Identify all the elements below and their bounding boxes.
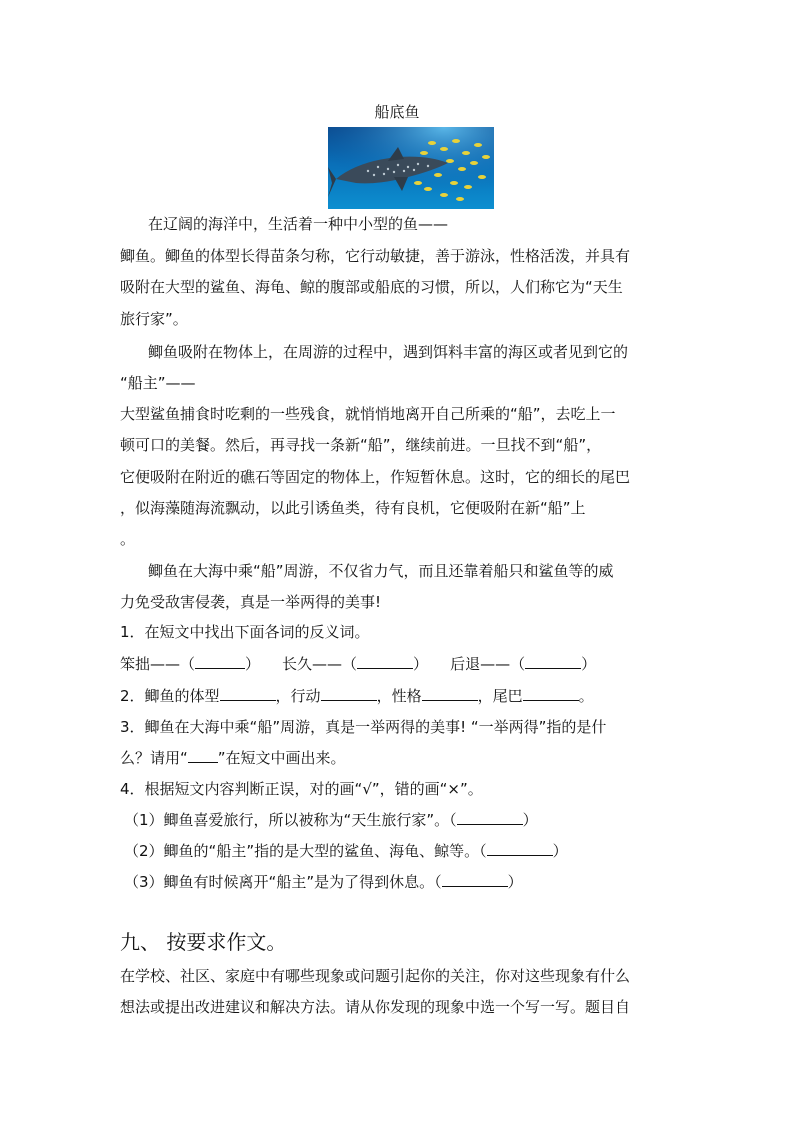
passage-p2-line: 鲫鱼吸附在物体上，在周游的过程中，遇到饵料丰富的海区或者见到它的	[148, 343, 629, 361]
passage-p2-line: 顿可口的美餐。然后，再寻找一条新“船”，继续前进。一旦找不到“船”，	[120, 436, 602, 454]
question-4-item: （3）鲫鱼有时候离开“船主”是为了得到休息。（ ）	[124, 873, 523, 891]
passage-p2-line: 它便吸附在附近的礁石等固定的物体上，作短暂休息。这时，它的细长的尾巴	[120, 468, 631, 486]
answer-blank[interactable]	[357, 654, 413, 669]
question-4-item: （2）鲫鱼的“船主”指的是大型的鲨鱼、海龟、鲸等。（ ）	[124, 842, 568, 860]
passage-p1-line: 鲫鱼。鲫鱼的体型长得苗条匀称，它行动敏捷，善于游泳，性格活泼，并具有	[120, 247, 631, 265]
question-1-prompt: 1．在短文中找出下面各词的反义词。	[120, 623, 370, 641]
answer-blank[interactable]	[220, 686, 276, 701]
answer-blank[interactable]	[195, 654, 245, 669]
answer-blank[interactable]	[442, 872, 508, 887]
question-1-answers: 笨拙——（ ） 长久——（ ） 后退——（ ）	[120, 655, 597, 673]
passage-title: 船底鱼	[374, 103, 420, 121]
question-2: 2．鲫鱼的体型 ，行动 ，性格 ，尾巴 。	[120, 687, 594, 705]
answer-blank[interactable]	[457, 810, 523, 825]
answer-blank[interactable]	[422, 686, 478, 701]
answer-blank[interactable]	[525, 654, 581, 669]
passage-p2-line: 。	[120, 530, 136, 548]
underline-sample	[188, 748, 218, 763]
answer-blank[interactable]	[321, 686, 377, 701]
answer-blank[interactable]	[523, 686, 579, 701]
section-9-line: 想法或提出改进建议和解决方法。请从你发现的现象中选一个写一写。题目自	[120, 998, 631, 1016]
section-9-heading: 九、 按要求作文。	[120, 930, 287, 954]
whale-shark-illustration	[328, 127, 494, 209]
passage-p3-line: 力免受敌害侵袭，真是一举两得的美事!	[120, 593, 382, 611]
question-4-prompt: 4．根据短文内容判断正误，对的画“√”，错的画“×”。	[120, 780, 483, 798]
question-3-line: 3．鲫鱼在大海中乘“船”周游，真是一举两得的美事! “一举两得”指的是什	[120, 718, 607, 736]
question-3-line: 么？请用“ ”在短文中画出来。	[120, 749, 346, 767]
passage-p2-line: “船主”——	[120, 374, 196, 392]
answer-blank[interactable]	[487, 841, 553, 856]
whale-shark-photo	[328, 127, 494, 209]
passage-p1-line: 在辽阔的海洋中，生活着一种中小型的鱼——	[148, 215, 449, 233]
section-9-line: 在学校、社区、家庭中有哪些现象或问题引起你的关注，你对这些现象有什么	[120, 967, 631, 985]
passage-p1-line: 旅行家”。	[120, 310, 188, 328]
passage-p2-line: ，似海藻随海流飘动，以此引诱鱼类，待有良机，它便吸附在新“船”上	[120, 499, 586, 517]
question-4-item: （1）鲫鱼喜爱旅行，所以被称为“天生旅行家”。（ ）	[124, 811, 538, 829]
passage-p1-line: 吸附在大型的鲨鱼、海龟、鲸的腹部或船底的习惯，所以，人们称它为“天生	[120, 278, 623, 296]
passage-p2-line: 大型鲨鱼捕食时吃剩的一些残食，就悄悄地离开自己所乘的“船”，去吃上一	[120, 405, 616, 423]
passage-p3-line: 鲫鱼在大海中乘“船”周游，不仅省力气，而且还靠着船只和鲨鱼等的威	[148, 562, 614, 580]
